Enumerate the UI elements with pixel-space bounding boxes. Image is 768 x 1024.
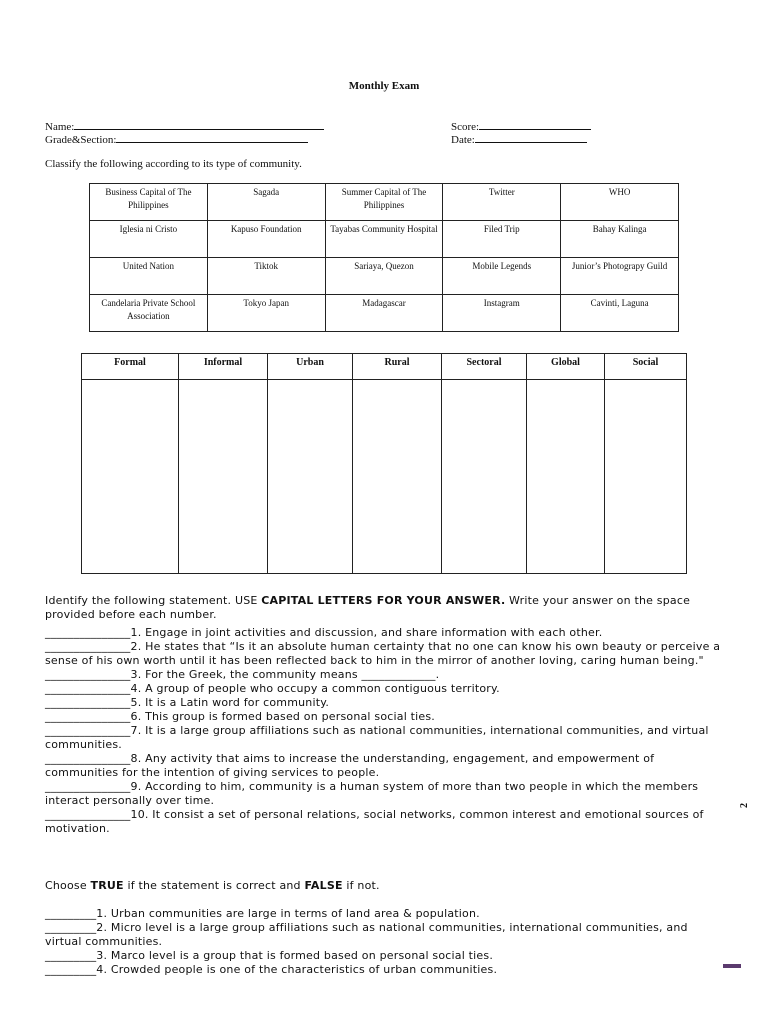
score-blank[interactable] [479,119,591,130]
item-cell: Summer Capital of The Philippines [325,184,443,221]
category-header-social: Social [605,354,687,380]
items-table [89,183,679,332]
answer-cell-formal[interactable] [82,380,179,574]
truefalse-item: _________3. Marco level is a group that is formed based on personal social ties. [45,949,494,962]
identify-item: _______________1. Engage in joint activities and discussion, and share information with each other. [45,626,603,639]
category-header-informal: Informal [179,354,268,380]
item-cell: Cavinti, Laguna [561,295,679,332]
date-label: Date: [451,134,475,146]
grade-section-label: Grade&Section: [45,134,117,146]
identify-item: _______________4. A group of people who occupy a common contiguous territory. [45,682,500,695]
score-field[interactable] [451,119,591,133]
false-word: FALSE [304,879,343,892]
category-header-rural: Rural [353,354,442,380]
item-cell: Tiktok [207,258,325,295]
score-label: Score: [451,121,480,133]
date-blank[interactable] [475,132,587,143]
item-cell: Kapuso Foundation [207,221,325,258]
item-cell: Instagram [443,295,561,332]
answer-cell-global[interactable] [527,380,605,574]
truefalse-item: _________1. Urban communities are large in terms of land area & population. [45,907,480,920]
item-cell: Business Capital of The Philippines [90,184,208,221]
item-cell: Candelaria Private School Association [90,295,208,332]
identify-item: _______________7. It is a large group affiliations such as national communities, international communities, and virtual communities. [45,724,709,751]
date-field[interactable] [451,132,587,146]
answer-row [82,380,687,574]
table-row [90,221,679,258]
name-label: Name: [45,121,75,133]
answer-cell-informal[interactable] [179,380,268,574]
identify-section [45,594,725,836]
truefalse-item: _________2. Micro level is a large group affiliations such as national communities, international communities, and virtual communities. [45,921,688,948]
item-cell: Madagascar [325,295,443,332]
truefalse-section [45,879,725,977]
true-word: TRUE [90,879,124,892]
table-row [90,295,679,332]
identify-item: _______________3. For the Greek, the community means _____________. [45,668,440,681]
table-row [90,184,679,221]
item-cell: Tokyo Japan [207,295,325,332]
identify-item: _______________9. According to him, community is a human system of more than two people in which the members interact personally over time. [45,780,699,807]
item-cell: Iglesia ni Cristo [90,221,208,258]
item-cell: WHO [561,184,679,221]
item-cell: Tayabas Community Hospital [325,221,443,258]
answer-cell-urban[interactable] [268,380,353,574]
answer-cell-sectoral[interactable] [442,380,527,574]
table-row [90,258,679,295]
name-field[interactable] [45,119,324,133]
capital-letters-emphasis: CAPITAL LETTERS FOR YOUR ANSWER. [261,594,506,607]
item-cell: Sagada [207,184,325,221]
name-blank[interactable] [74,119,324,130]
grade-section-field[interactable] [45,132,308,146]
footer-accent-bar [723,964,741,968]
truefalse-item: _________4. Crowded people is one of the characteristics of urban communities. [45,963,498,976]
answer-cell-social[interactable] [605,380,687,574]
identify-item: _______________2. He states that “Is it an absolute human certainty that no one can know his own beauty or perceive a sense of his own worth until it has been reflected back to him in the mirror of another loving, caring human being." [45,640,721,667]
truefalse-instruction: Choose TRUE if the statement is correct and FALSE if not. [45,879,380,892]
item-cell: Bahay Kalinga [561,221,679,258]
item-cell: Filed Trip [443,221,561,258]
identify-item: _______________6. This group is formed based on personal social ties. [45,710,436,723]
grade-section-blank[interactable] [116,132,308,143]
classify-instruction: Classify the following according to its type of community. [45,158,302,170]
identify-instruction: Identify the following statement. USE CAPITAL LETTERS FOR YOUR ANSWER. Write your answer on the space provided before each number. [45,594,691,621]
category-header-formal: Formal [82,354,179,380]
category-header-global: Global [527,354,605,380]
item-cell: United Nation [90,258,208,295]
item-cell: Junior’s Photograpy Guild [561,258,679,295]
page-title: Monthly Exam [348,80,420,92]
table-header-row [82,354,687,380]
classification-answer-table [81,353,687,574]
answer-cell-rural[interactable] [353,380,442,574]
category-header-sectoral: Sectoral [442,354,527,380]
page-number: 2 [739,803,750,808]
category-header-urban: Urban [268,354,353,380]
item-cell: Sariaya, Quezon [325,258,443,295]
identify-item: _______________8. Any activity that aims to increase the understanding, engagement, and empowerment of communities for the intention of giving services to people. [45,752,655,779]
item-cell: Mobile Legends [443,258,561,295]
item-cell: Twitter [443,184,561,221]
identify-item: _______________5. It is a Latin word for community. [45,696,330,709]
identify-item: _______________10. It consist a set of personal relations, social networks, common interest and emotional sources of motivation. [45,808,704,835]
